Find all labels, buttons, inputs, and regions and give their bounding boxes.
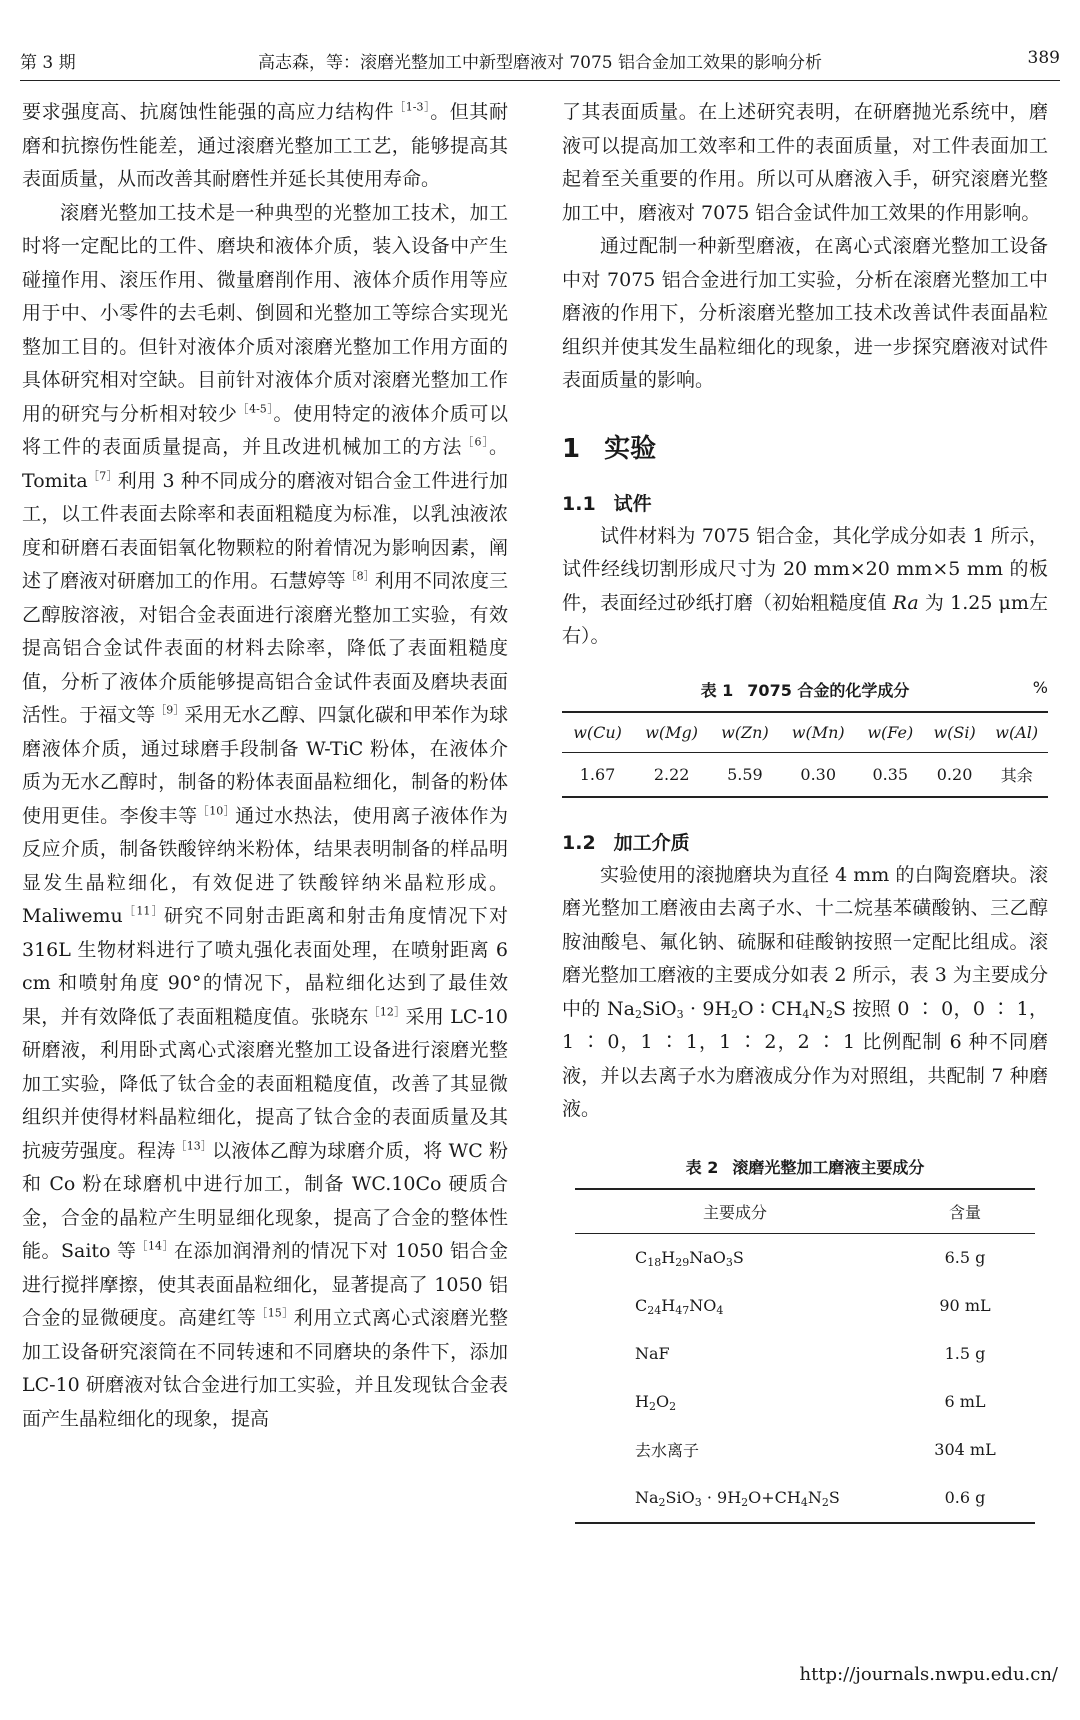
paragraph: 试件材料为 7075 铝合金，其化学成分如表 1 所示，试件经线切割形成尺寸为 20 mm×20 mm×5 mm 的板件，表面经过砂纸打磨（初始粗糙度值 Ra 为 1.25 μm左右）。 [562,524,1048,647]
running-title: 高志森，等：滚磨光整加工中新型磨液对 7075 铝合金加工效果的影响分析 [257,53,823,73]
table-row [575,1378,1035,1426]
amount-cell: 6.5 g [944,1248,986,1267]
paragraph: 实验使用的滚抛磨块为直径 4 mm 的白陶瓷磨块。滚磨光整加工磨液由去离子水、十二烷基苯磺酸钠、三乙醇胺油酸皂、氟化钠、硫脲和硅酸钠按照一定配比组成。滚磨光整加工磨液的主要成分如表 2 所示，表 3 为主要成分中的 $Na_2SiO_3 \cdot 9H_2O$ ∶ $CH_4N_2S$ 按照 0 ∶ 0，0 ∶ 1，1 ∶ 0，1 ∶ 1，1 ∶ 2，2 ∶ 1 比例配制 6 种不同磨液，并以去离子水为磨液成分作为对照组，共配制 7 种磨液。 [562,863,1049,1120]
table-row [575,1233,1035,1282]
component-cell: 去水离子 [635,1441,700,1460]
table-caption: 表 2 滚磨光整加工磨液主要成分 [685,1157,925,1177]
table-header: w(Mg) [633,712,710,753]
citation: ［11］ [122,904,164,918]
table-cell: 0.35 [857,752,924,797]
paragraph: 通过配制一种新型磨液，在离心式滚磨光整加工设备中对 7075 铝合金进行加工实验，分析在滚磨光整加工中磨液的作用下，分析滚磨光整加工技术改善试件表面晶粒组织并使其发生晶粒细化的现象，进一步探究磨液对试件表面质量的影响。 [562,235,1048,391]
amount-cell: 0.6 g [895,1474,1035,1523]
table-cell: 1.67 [562,752,633,797]
component-cell: NaF [635,1344,670,1363]
table-header: w(Al) [985,712,1048,753]
citation: ［1-3］ [394,100,431,114]
citation: ［7］ [87,469,118,483]
table-row [575,1426,1035,1474]
subsection-heading: 1.2 加工介质 [562,831,690,854]
subsection-heading: 1.1 试件 [562,492,652,515]
table-header: w(Zn) [710,712,779,753]
citation: ［15］ [256,1306,294,1320]
composition-table [562,711,1048,798]
table-caption: 表 1 7075 合金的化学成分 % [700,677,1048,700]
citation: ［13］ [175,1139,213,1153]
table-cell: 5.59 [710,752,779,797]
component-cell: $Na_2SiO_3 \cdot 9H_2O+CH_4N_2S$ [575,1474,895,1523]
table-header: 主要成分 [575,1189,895,1234]
component-cell: $H_2O_2$ [635,1392,677,1413]
citation: ［4-5］ [237,402,274,416]
table-header: w(Fe) [857,712,924,753]
table-cell: 其余 [985,752,1048,797]
table-row [575,1474,1035,1523]
table-header: w(Si) [924,712,986,753]
section-heading: 1 实验 [562,433,657,464]
amount-cell: 304 mL [934,1440,996,1459]
citation: ［9］ [155,703,185,717]
citation: ［6］ [462,435,489,449]
left-column [22,96,508,1436]
table-header: 含量 [895,1189,1035,1234]
citation: ［10］ [197,804,236,818]
issue-label: 第 3 期 [20,53,76,73]
page-number: 389 [1027,48,1060,68]
table-header: w(Cu) [562,712,633,753]
citation: ［14］ [136,1239,175,1253]
table-row [575,1330,1035,1378]
component-cell: $C_{24}H_{47}NO_4$ [635,1296,724,1317]
citation: ［8］ [345,569,375,583]
right-column [562,96,1048,1524]
table-cell: 0.30 [780,752,857,797]
amount-cell: 1.5 g [944,1344,986,1363]
citation: ［12］ [368,1005,406,1019]
running-header [20,40,1060,81]
paragraph: 要求强度高、抗腐蚀性能强的高应力结构件$^{[1-3]}$。但其耐磨和抗擦伤性能差，通过滚磨光整加工工艺，能够提高其表面质量，从而改善其耐磨性并延长其使用寿命。 [22,100,508,190]
table-cell: 0.20 [924,752,986,797]
journal-url: http://journals.nwpu.edu.cn/ [799,1664,1058,1685]
paragraph: 了其表面质量。在上述研究表明，在研磨抛光系统中，磨液可以提高加工效率和工件的表面质量，对工件表面加工起着至关重要的作用。所以可从磨液入手，研究滚磨光整加工中，磨液对 7075 铝合金试件加工效果的作用影响。 [562,101,1048,224]
table-unit: % [1032,677,1048,697]
amount-cell: 90 mL [939,1296,991,1315]
table-row [575,1282,1035,1330]
component-cell: $C_{18}H_{29}NaO_3S$ [635,1248,744,1269]
table-header: w(Mn) [780,712,857,753]
fluid-composition-table [575,1188,1035,1524]
paragraph: 滚磨光整加工技术是一种典型的光整加工技术，加工时将一定配比的工件、磨块和液体介质，装入设备中产生碰撞作用、滚压作用、微量磨削作用、液体介质作用等应用于中、小零件的去毛刺、倒圆和光整加工等综合实现光整加工目的。但针对液体介质对滚磨光整加工作用方面的具体研究相对空缺。目前针对液体介质对滚磨光整加工作用的研究与分析相对较少$^{[4-5]}$。使用特定的液体介质可以将工件的表面质量提高，并且改进机械加工的方法$^{[6]}$。Tomita$^{[7]}$利用 3 种不同成分的磨液对铝合金工件进行加工，以工件表面去除率和表面粗糙度为标准，以乳浊液浓度和研磨石表面铝氧化物颗粒的附着情况为影响因素，阐述了磨液对研磨加工的作用。石慧婷等$^{[8]}$利用不同浓度三乙醇胺溶液，对铝合金表面进行滚磨光整加工实验，有效提高铝合金试件表面的材料去除率，降低了表面粗糙度值，分析了液体介质能够提高铝合金试件表面及磨块表面活性。于福文等$^{[9]}$采用无水乙醇、四氯化碳和甲苯作为球磨液体介质，通过球磨手段制备 W-TiC 粉体，在液体介质为无水乙醇时，制备的粉体表面晶粒细化，制备的粉体使用更佳。李俊丰等$^{[10]}$通过水热法，使用离子液体作为反应介质，制备铁酸锌纳米粉体，结果表明制备的样品明显发生晶粒细化，有效促进了铁酸锌纳米晶粒形成。Maliwemu$^{[11]}$研究不同射击距离和射击角度情况下对 316L 生物材料进行了喷丸强化表面处理，在喷射距离 6 cm 和喷射角度 90°的情况下，晶粒细化达到了最佳效果，并有效降低了表面粗糙度值。张晓东$^{[12]}$采用 LC-10 研磨液，利用卧式离心式滚磨光整加工设备进行滚磨光整加工实验，降低了钛合金的表面粗糙度值，改善了其显微组织并使得材料晶粒细化，提高了钛合金的表面质量及其抗疲劳强度。程涛$^{[13]}$以液体乙醇为球磨介质，将 WC 粉和 Co 粉在球磨机中进行加工，制备 WC.10Co 硬质合金，合金的晶粒产生明显细化现象，提高了合金的整体性能。Saito 等$^{[14]}$在添加润滑剂的情况下对 1050 铝合金进行搅拌摩擦，使其表面晶粒细化，显著提高了 1050 铝合金的显微硬度。高建红等$^{[15]}$利用立式离心式滚磨光整加工设备研究滚筒在不同转速和不同磨块的条件下，添加 LC-10 研磨液对钛合金进行加工实验，并且发现钛合金表面产生晶粒细化的现象，提高 [22,201,509,1430]
table-cell: 2.22 [633,752,710,797]
amount-cell: 6 mL [944,1392,986,1411]
